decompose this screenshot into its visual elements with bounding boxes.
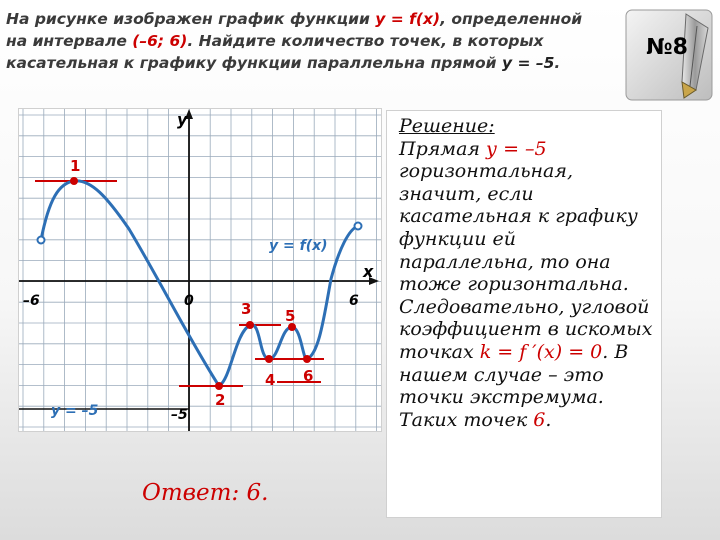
solution-text-2: горизонтальная, значит, если касательная к графику функции ей параллельна, то она тоже горизонтальна. Следовательно, угловой коэффициент в искомых точках	[399, 160, 653, 363]
y-min-label: –5	[171, 407, 188, 423]
extremum-point-4	[265, 355, 273, 363]
problem-number: №8	[646, 35, 688, 60]
problem-text-2: , определенной на интервале	[6, 10, 583, 50]
problem-statement	[6, 8, 606, 74]
problem-function: y = f(x)	[375, 10, 441, 28]
solution-text-3: . В нашем случае – это точки экстремума. Таких точек	[399, 340, 629, 431]
point-label-4: 4	[265, 371, 276, 389]
point-label-2: 2	[215, 391, 226, 409]
answer: Ответ: 6.	[142, 480, 269, 506]
solution-slope-eq: k = f ′(x) = 0	[479, 340, 603, 363]
solution-box	[386, 110, 662, 518]
problem-line: y = –5	[501, 54, 555, 72]
problem-interval: (–6; 6)	[132, 32, 188, 50]
solution-count: 6	[533, 408, 546, 431]
point-label-3: 3	[241, 300, 252, 318]
extremum-point-3	[246, 321, 254, 329]
function-curve	[41, 181, 358, 386]
tangent-lines	[35, 181, 324, 386]
point-label-5: 5	[285, 307, 296, 325]
y-axis-label: y	[177, 110, 188, 129]
solution-heading: Решение:	[399, 115, 495, 137]
problem-text-3: . Найдите количество точек, в которых касательная к графику функции параллельна прямой	[6, 32, 544, 72]
right-endpoint	[355, 223, 362, 230]
x-axis-label: x	[363, 262, 374, 281]
problem-text-4: .	[554, 54, 561, 72]
solution-text-1: Прямая	[399, 137, 487, 160]
problem-text-1: На рисунке изображен график функции	[6, 10, 376, 28]
graph-panel	[18, 108, 382, 432]
extremum-point-6	[303, 355, 311, 363]
solution-text-4: .	[545, 408, 552, 431]
left-endpoint	[38, 237, 45, 244]
extremum-point-2	[215, 382, 223, 390]
extremum-point-1	[70, 177, 78, 185]
origin-label: 0	[184, 293, 194, 309]
x-max-label: 6	[349, 293, 359, 309]
x-min-label: –6	[23, 293, 40, 309]
solution-line-eq: у = –5	[486, 137, 547, 160]
function-graph	[19, 109, 381, 431]
function-label: y = f(x)	[269, 238, 328, 254]
point-label-1: 1	[70, 157, 81, 175]
line-label: y = –5	[51, 403, 99, 419]
point-label-6: 6	[303, 367, 314, 385]
